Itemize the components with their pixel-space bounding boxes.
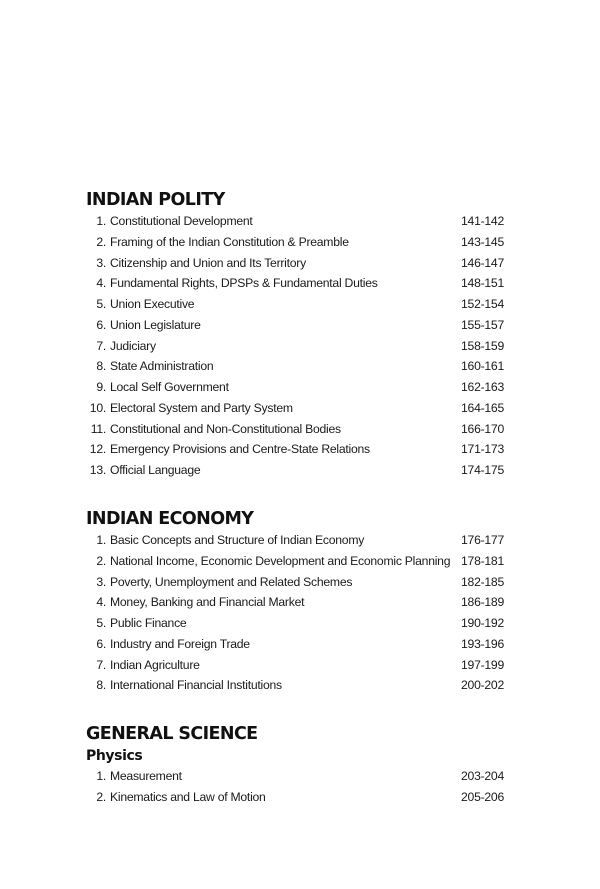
toc-entry[interactable] (86, 419, 506, 440)
entry-number: 2. (96, 789, 106, 804)
toc-list (86, 530, 506, 696)
toc-entry[interactable] (86, 460, 506, 481)
entry-pages: 190-192 (461, 616, 504, 630)
toc-entry[interactable] (86, 787, 506, 808)
entry-title: National Income, Economic Development and Economic Planning (110, 553, 451, 568)
entry-title: Industry and Foreign Trade (110, 636, 250, 651)
entry-title: Constitutional and Non-Constitutional Bodies (110, 421, 341, 436)
entry-number: 8. (96, 678, 106, 693)
entry-number: 11. (90, 421, 106, 436)
entry-title: Public Finance (110, 616, 187, 630)
toc-entry[interactable] (86, 572, 506, 593)
section-title: INDIAN POLITY (86, 190, 225, 210)
toc-entry[interactable] (86, 253, 506, 274)
entry-title: Measurement (110, 769, 182, 783)
entry-pages: 141-142 (461, 214, 504, 228)
entry-number: 9. (96, 380, 106, 394)
entry-pages: 152-154 (461, 297, 504, 311)
toc-entry[interactable] (86, 551, 506, 572)
entry-title: Kinematics and Law of Motion (110, 789, 266, 804)
entry-title: Citizenship and Union and Its Territory (110, 255, 306, 270)
entry-number: 1. (96, 769, 106, 783)
entry-title: Judiciary (110, 338, 156, 353)
entry-number: 5. (96, 616, 106, 630)
entry-title: Electoral System and Party System (110, 400, 293, 415)
entry-pages: 148-151 (461, 276, 504, 291)
entry-pages: 155-157 (461, 317, 504, 332)
toc-entry[interactable] (86, 655, 506, 676)
entry-title: Basic Concepts and Structure of Indian Economy (110, 533, 365, 547)
entry-number: 4. (96, 595, 106, 610)
entry-pages: 178-181 (461, 553, 504, 568)
entry-number: 13. (89, 463, 106, 477)
section-indian-polity (86, 189, 506, 481)
entry-pages: 164-165 (461, 400, 504, 415)
toc-entry[interactable] (86, 273, 506, 294)
entry-number: 3. (96, 255, 106, 270)
section-indian-economy (86, 508, 506, 696)
entry-title: International Financial Institutions (110, 678, 282, 693)
entry-pages: 146-147 (461, 255, 504, 270)
entry-title: Official Language (110, 463, 201, 477)
toc-entry[interactable] (86, 613, 506, 634)
entry-number: 8. (96, 359, 106, 374)
entry-pages: 143-145 (461, 234, 504, 249)
entry-pages: 174-175 (461, 463, 504, 477)
entry-pages: 197-199 (461, 657, 504, 672)
entry-pages: 203-204 (461, 769, 504, 783)
entry-title: State Administration (110, 359, 214, 374)
entry-pages: 171-173 (461, 442, 504, 457)
subsection-title-physics: Physics (86, 748, 143, 764)
toc-entry[interactable] (86, 315, 506, 336)
entry-number: 1. (96, 214, 106, 228)
entry-pages: 166-170 (461, 421, 504, 436)
entry-pages: 158-159 (461, 338, 504, 353)
entry-title: Poverty, Unemployment and Related Schemes (110, 574, 353, 589)
entry-title: Local Self Government (110, 380, 229, 394)
entry-number: 4. (96, 276, 106, 291)
toc-entry[interactable] (86, 592, 506, 613)
entry-title: Indian Agriculture (110, 657, 200, 672)
entry-pages: 162-163 (461, 380, 504, 394)
section-title: INDIAN ECONOMY (86, 509, 254, 529)
entry-title: Money, Banking and Financial Market (110, 595, 305, 610)
entry-pages: 193-196 (461, 636, 504, 651)
entry-number: 12. (89, 442, 106, 457)
entry-pages: 182-185 (461, 574, 504, 589)
entry-pages: 186-189 (461, 595, 504, 610)
entry-title: Framing of the Indian Constitution & Preamble (110, 234, 349, 249)
toc-list (86, 766, 506, 808)
entry-number: 2. (96, 234, 106, 249)
entry-number: 2. (96, 553, 106, 568)
entry-pages: 205-206 (461, 789, 504, 804)
section-title: GENERAL SCIENCE (86, 724, 258, 744)
toc-entry[interactable] (86, 634, 506, 655)
toc-entry[interactable] (86, 675, 506, 696)
toc-entry[interactable] (86, 530, 506, 551)
entry-number: 6. (96, 636, 106, 651)
entry-number: 7. (96, 338, 106, 353)
toc-entry[interactable] (86, 439, 506, 460)
toc-entry[interactable] (86, 294, 506, 315)
toc-entry[interactable] (86, 336, 506, 357)
entry-number: 5. (96, 297, 106, 311)
entry-title: Fundamental Rights, DPSPs & Fundamental Duties (110, 276, 378, 291)
entry-title: Union Legislature (110, 317, 201, 332)
entry-title: Constitutional Development (110, 214, 253, 228)
entry-pages: 176-177 (461, 533, 504, 547)
entry-title: Emergency Provisions and Centre-State Relations (110, 442, 370, 457)
entry-number: 7. (96, 657, 106, 672)
toc-entry[interactable] (86, 766, 506, 787)
toc-entry[interactable] (86, 232, 506, 253)
section-general-science (86, 723, 506, 808)
toc-entry[interactable] (86, 398, 506, 419)
entry-number: 1. (96, 533, 106, 547)
toc-entry[interactable] (86, 356, 506, 377)
entry-number: 6. (96, 317, 106, 332)
entry-number: 3. (96, 574, 106, 589)
entry-pages: 160-161 (461, 359, 504, 374)
toc-entry[interactable] (86, 211, 506, 232)
toc-entry[interactable] (86, 377, 506, 398)
entry-pages: 200-202 (461, 678, 504, 693)
entry-title: Union Executive (110, 297, 195, 311)
entry-number: 10. (89, 400, 106, 415)
toc-list (86, 211, 506, 481)
